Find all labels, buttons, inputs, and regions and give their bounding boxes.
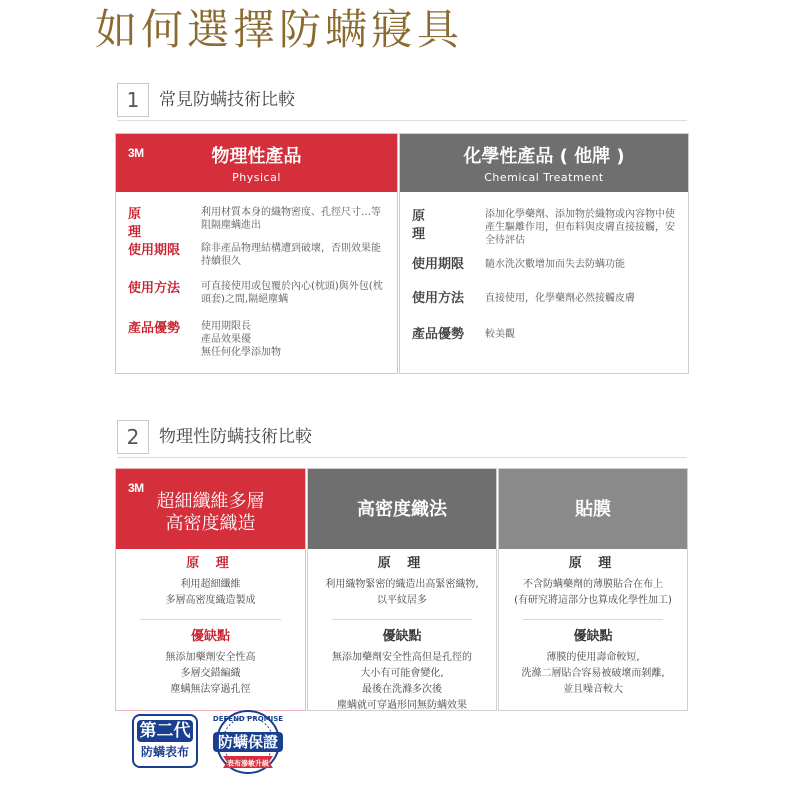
second-gen-badge bbox=[132, 714, 198, 768]
row-key: 產品優勢 bbox=[128, 321, 181, 336]
row-key: 使用期限 bbox=[412, 257, 465, 272]
pros-cons-text: 薄膜的使用壽命較短, 洗滌二層貼合容易被破壞而剝離, 並且噪音較大 bbox=[521, 652, 665, 695]
principle-label: 原 理 bbox=[186, 556, 235, 571]
row-key: 使用方法 bbox=[128, 281, 181, 296]
physical-card-header bbox=[116, 134, 397, 192]
page-title: 如何選擇防螨寢具 bbox=[95, 5, 464, 54]
divider bbox=[140, 619, 281, 620]
row-key: 使用方法 bbox=[412, 291, 465, 306]
principle-text: 利用超細纖維 多層高密度織造製成 bbox=[165, 579, 256, 606]
principle-text: 不含防螨藥劑的薄膜貼合在布上 (有研究將這部分也算成化學性加工) bbox=[514, 579, 672, 606]
seal-ring-text: DEFEND PROMISE bbox=[212, 715, 284, 723]
row-value: 除非產品物理結構遭到破壞，否則效果能持續很久 bbox=[201, 243, 381, 267]
high-density-title: 高密度織法 bbox=[357, 499, 447, 520]
row-key: 原 理 bbox=[412, 209, 440, 242]
seal-main-text: 防螨保證 bbox=[217, 733, 279, 751]
principle-label: 原 理 bbox=[377, 556, 427, 571]
section-2-label: 物理性防螨技術比較 bbox=[159, 427, 312, 447]
physical-card-subtitle: Physical bbox=[232, 171, 281, 184]
section-2-number: 2 bbox=[117, 420, 149, 454]
row-key: 產品優勢 bbox=[412, 327, 465, 342]
row-value: 可直接使用或包覆於內心(枕頭)與外包(枕頭套)之間,隔絕塵螨 bbox=[201, 281, 383, 305]
microfiber-title-line2: 高密度織造 bbox=[165, 513, 256, 534]
seal-graphic bbox=[207, 708, 289, 778]
high-density-card bbox=[307, 468, 497, 711]
row-value: 添加化學藥劑、添加物於織物或內容物中使產生驅離作用，但布料與皮膚直接接觸，安全待評估 bbox=[485, 209, 675, 246]
row-value: 利用材質本身的織物密度、孔徑尺寸…等阻隔塵螨進出 bbox=[201, 207, 381, 231]
row-key: 使用期限 bbox=[128, 243, 181, 258]
row-value: 隨水洗次數增加而失去防螨功能 bbox=[485, 259, 625, 270]
physical-card-title: 物理性產品 bbox=[211, 146, 302, 167]
chemical-card-title: 化學性產品 ( 他牌 ) bbox=[463, 146, 625, 167]
principle-text: 利用織物緊密的織造出高緊密織物, 以平紋居多 bbox=[325, 579, 479, 606]
film-card-header bbox=[499, 469, 687, 549]
divider bbox=[523, 619, 663, 620]
chemical-product-card bbox=[399, 133, 689, 374]
row-value: 使用期限長 產品效果優 無任何化學添加物 bbox=[201, 321, 281, 358]
microfiber-card-header bbox=[116, 469, 305, 549]
high-density-card-header bbox=[308, 469, 496, 549]
chemical-card-header bbox=[400, 134, 688, 192]
physical-product-card bbox=[115, 133, 398, 374]
film-card bbox=[498, 468, 688, 711]
microfiber-card bbox=[115, 468, 306, 711]
3m-logo: 3M bbox=[128, 146, 144, 160]
seal-ribbon-text: 表布滲敏升級 bbox=[227, 759, 269, 768]
second-gen-label: 第二代 bbox=[137, 720, 193, 742]
section-1-label: 常見防螨技術比較 bbox=[159, 90, 295, 110]
row-value: 較美觀 bbox=[485, 329, 515, 340]
section-1-rule bbox=[117, 120, 687, 121]
principle-label: 原 理 bbox=[568, 556, 618, 571]
section-2-header bbox=[117, 420, 687, 454]
row-key: 原 理 bbox=[128, 207, 156, 240]
second-gen-sublabel: 防螨表布 bbox=[140, 745, 189, 759]
pros-cons-text: 無添加藥劑安全性高 多層交錯編織 塵螨無法穿過孔徑 bbox=[165, 652, 256, 695]
pros-cons-text: 無添加藥劑安全性高但是孔徑的 大小有可能會變化, 最後在洗滌多次後 塵螨就可穿過形同無防螨效果 bbox=[332, 652, 472, 711]
row-value: 直接使用，化學藥劑必然接觸皮膚 bbox=[485, 293, 635, 304]
pros-cons-label: 優缺點 bbox=[382, 629, 422, 644]
pros-cons-label: 優缺點 bbox=[573, 629, 613, 644]
defend-promise-seal bbox=[207, 708, 289, 778]
film-title: 貼膜 bbox=[575, 499, 611, 520]
section-1-number: 1 bbox=[117, 83, 149, 117]
section-2-rule bbox=[117, 457, 687, 458]
section-1-header bbox=[117, 83, 687, 117]
chemical-card-subtitle: Chemical Treatment bbox=[484, 171, 604, 184]
microfiber-title-line1: 超細纖維多層 bbox=[156, 491, 265, 512]
3m-logo: 3M bbox=[128, 481, 144, 495]
pros-cons-label: 優缺點 bbox=[190, 629, 230, 644]
divider bbox=[332, 619, 472, 620]
